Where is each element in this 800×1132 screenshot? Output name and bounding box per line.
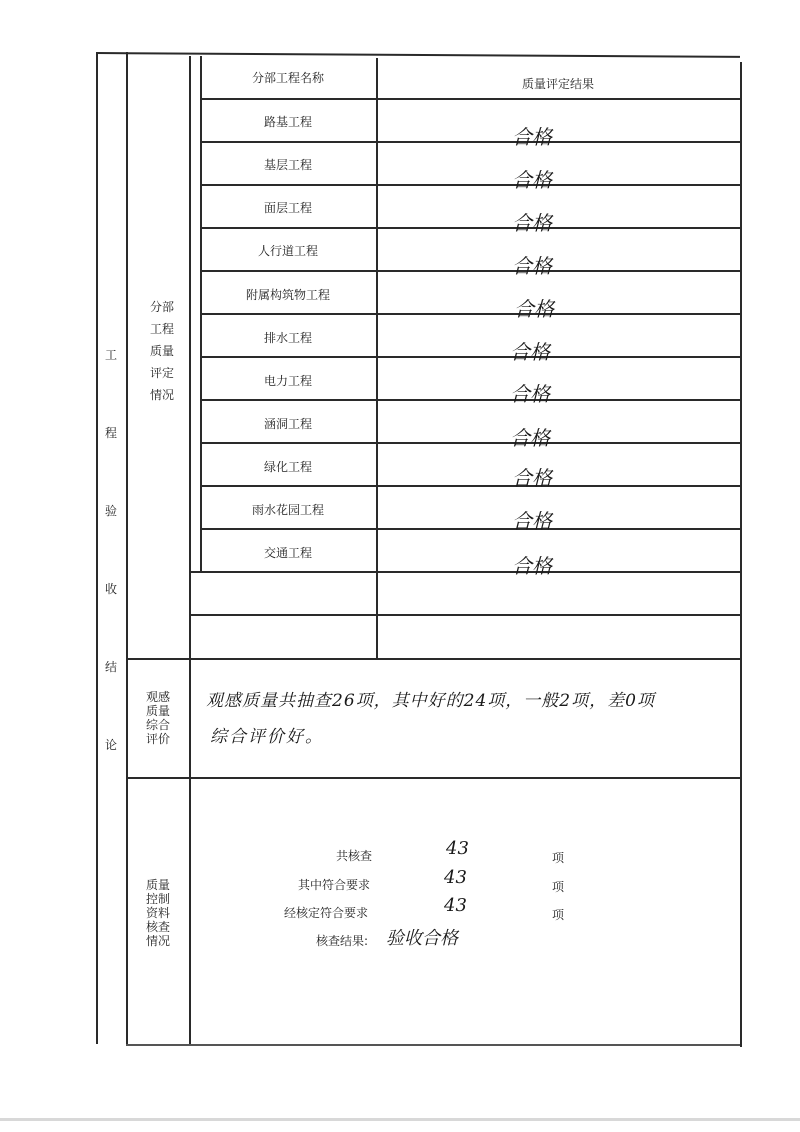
row-line <box>200 485 740 487</box>
row-line <box>200 356 740 358</box>
frame-bottom-border <box>126 1044 740 1046</box>
row-line <box>200 313 740 315</box>
row-name: 电力工程 <box>263 374 312 388</box>
section-divider-1 <box>126 658 740 660</box>
section-label-line: 工程 <box>150 322 175 336</box>
row-name: 面层工程 <box>263 201 312 215</box>
qc-result-value: 验收合格 <box>386 928 458 949</box>
section-label-subproject-quality <box>150 296 174 406</box>
section-label-line: 评定 <box>150 366 175 380</box>
section-label-line: 情况 <box>150 388 175 402</box>
row-name: 绿化工程 <box>263 460 312 474</box>
section-label-line: 分部 <box>150 300 175 314</box>
qc-verified-value: 43 <box>444 895 467 916</box>
frame-top-border <box>96 52 740 57</box>
name-col-left-border <box>200 56 202 571</box>
row-line <box>200 184 740 186</box>
section-label-line: 评价 <box>146 732 171 746</box>
frame-left-border <box>96 52 98 1044</box>
qc-result-label: 核查结果: <box>316 934 369 948</box>
section-label-line: 质量 <box>146 878 171 892</box>
appearance-evaluation-line2: 综合评价好。 <box>210 727 324 747</box>
outer-label-char: 验 <box>105 504 118 518</box>
scan-edge-shadow <box>0 1118 800 1121</box>
row-name: 交通工程 <box>263 546 312 560</box>
section-label-line: 情况 <box>146 934 171 948</box>
row-line <box>190 614 740 616</box>
row-name: 人行道工程 <box>257 244 318 258</box>
qc-total-label: 共核查 <box>336 849 373 863</box>
frame-col3-divider <box>376 58 378 658</box>
row-name: 涵洞工程 <box>263 417 312 431</box>
row-result-handwritten: 合格 <box>512 254 552 278</box>
section-label-line: 核查 <box>146 920 171 934</box>
col-header-result: 质量评定结果 <box>521 77 594 91</box>
section-label-line: 观感 <box>146 690 171 704</box>
qc-unit: 项 <box>552 880 565 894</box>
row-result-handwritten: 合格 <box>510 382 550 406</box>
row-result-handwritten: 合格 <box>512 211 552 235</box>
section-label-line: 质量 <box>146 704 171 718</box>
section-label-line: 资料 <box>146 906 171 920</box>
row-name: 路基工程 <box>263 115 312 129</box>
section-label-appearance-quality <box>146 690 170 746</box>
row-result-handwritten: 合格 <box>512 509 552 533</box>
qc-total-value: 43 <box>446 838 469 859</box>
section-label-line: 控制 <box>146 892 171 906</box>
outer-label-char: 收 <box>105 582 118 596</box>
row-result-handwritten: 合格 <box>512 466 552 490</box>
row-result-handwritten: 合格 <box>512 125 552 149</box>
qc-unit: 项 <box>552 851 565 865</box>
row-line <box>200 442 740 444</box>
qc-unit: 项 <box>552 908 565 922</box>
qc-meet-value: 43 <box>444 867 467 888</box>
frame-col2-divider <box>189 56 191 1044</box>
qc-verified-label: 经核定符合要求 <box>284 906 369 920</box>
section-label-line: 综合 <box>146 718 171 732</box>
col-header-name: 分部工程名称 <box>251 71 324 85</box>
row-result-handwritten: 合格 <box>510 426 550 450</box>
row-line <box>200 227 740 229</box>
row-result-handwritten: 合格 <box>512 168 552 192</box>
row-line <box>200 270 740 272</box>
row-name: 附属构筑物工程 <box>245 288 330 302</box>
section-divider-2 <box>126 777 740 779</box>
row-name: 基层工程 <box>263 158 312 172</box>
frame-right-border <box>740 62 742 1047</box>
row-result-handwritten: 合格 <box>510 340 550 364</box>
row-name: 排水工程 <box>263 331 312 345</box>
outer-label-char: 工 <box>105 348 118 362</box>
row-result-handwritten: 合格 <box>512 554 552 578</box>
frame-col1-divider <box>126 52 128 1044</box>
outer-label-char: 结 <box>105 660 118 674</box>
row-line <box>190 571 740 573</box>
appearance-evaluation-line1: 观感质量共抽查26项，其中好的24项，一般2项，差0项 <box>206 691 655 711</box>
row-line <box>200 141 740 143</box>
outer-label-char: 程 <box>105 426 118 440</box>
section-label-qc-documents <box>146 878 170 948</box>
row-line <box>200 98 740 100</box>
section-label-line: 质量 <box>150 344 175 358</box>
row-line <box>200 399 740 401</box>
row-name: 雨水花园工程 <box>251 503 324 517</box>
row-result-handwritten: 合格 <box>514 297 554 321</box>
outer-label-char: 论 <box>105 738 118 752</box>
row-line <box>200 528 740 530</box>
qc-meet-label: 其中符合要求 <box>298 878 371 892</box>
